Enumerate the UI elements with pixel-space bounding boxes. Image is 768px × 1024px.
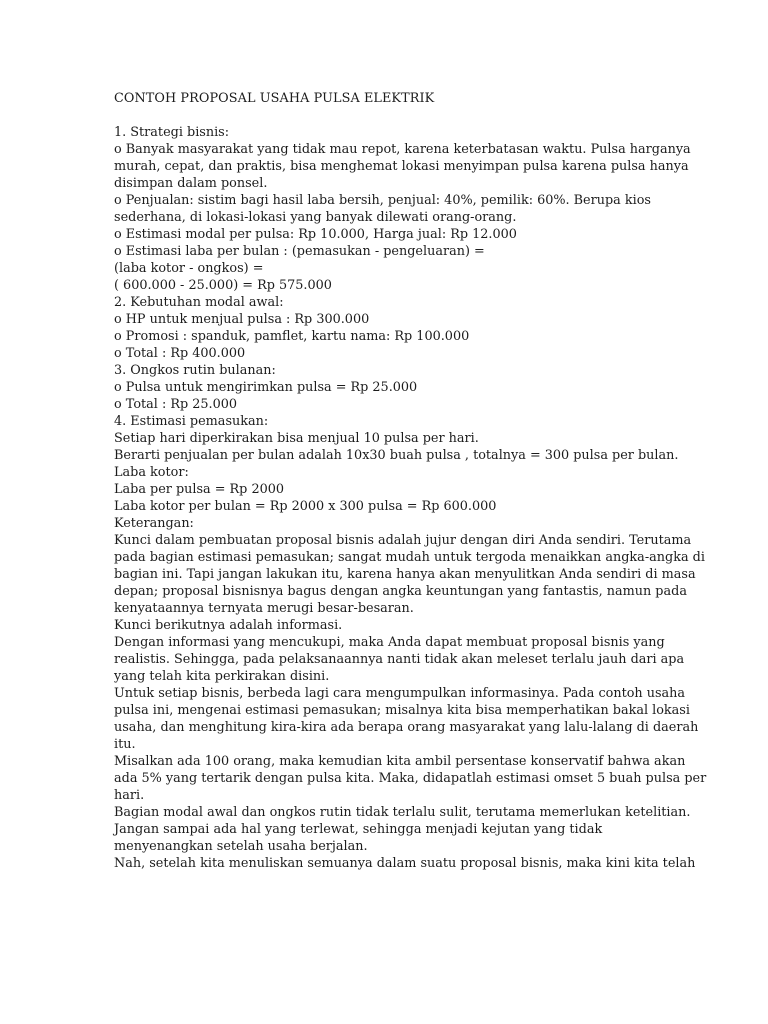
text-line: o Penjualan: sistim bagi hasil laba bersih, penjual: 40%, pemilik: 60%. Berupa kios xyxy=(114,193,651,208)
text-line: 3. Ongkos rutin bulanan: xyxy=(114,363,276,378)
text-line: Setiap hari diperkirakan bisa menjual 10 pulsa per hari. xyxy=(114,431,479,446)
text-line: Laba per pulsa = Rp 2000 xyxy=(114,482,285,497)
text-line: Berarti penjualan per bulan adalah 10x30 buah pulsa , totalnya = 300 pulsa per bulan. xyxy=(114,448,679,463)
text-line: Bagian modal awal dan ongkos rutin tidak terlalu sulit, terutama memerlukan ketelitian. xyxy=(114,805,691,820)
text-line: Dengan informasi yang mencukupi, maka Anda dapat membuat proposal bisnis yang xyxy=(114,635,665,650)
text-line: pulsa ini, mengenai estimasi pemasukan; misalnya kita bisa memperhatikan bakal lokasi xyxy=(114,703,690,718)
text-line: ( 600.000 - 25.000) = Rp 575.000 xyxy=(114,278,332,293)
text-line: Keterangan: xyxy=(114,516,194,531)
text-line: o HP untuk menjual pulsa : Rp 300.000 xyxy=(114,312,370,327)
text-line: itu. xyxy=(114,737,136,752)
text-line: o Pulsa untuk mengirimkan pulsa = Rp 25.000 xyxy=(114,380,418,395)
text-line: o Banyak masyarakat yang tidak mau repot, karena keterbatasan waktu. Pulsa harganya xyxy=(114,142,691,157)
text-line: o Total : Rp 400.000 xyxy=(114,346,246,361)
text-line: o Total : Rp 25.000 xyxy=(114,397,238,412)
text-line: disimpan dalam ponsel. xyxy=(114,176,268,191)
text-line: o Estimasi laba per bulan : (pemasukan - pengeluaran) = xyxy=(114,244,485,259)
text-line: Jangan sampai ada hal yang terlewat, sehingga menjadi kejutan yang tidak xyxy=(114,822,603,837)
text-line: 1. Strategi bisnis: xyxy=(114,125,230,140)
text-line: Laba kotor per bulan = Rp 2000 x 300 pulsa = Rp 600.000 xyxy=(114,499,497,514)
text-line: pada bagian estimasi pemasukan; sangat mudah untuk tergoda menaikkan angka-angka di xyxy=(114,550,705,565)
text-line: usaha, dan menghitung kira-kira ada berapa orang masyarakat yang lalu-lalang di daerah xyxy=(114,720,699,735)
text-line: Kunci berikutnya adalah informasi. xyxy=(114,618,343,633)
text-line: o Promosi : spanduk, pamflet, kartu nama: Rp 100.000 xyxy=(114,329,470,344)
text-line: 2. Kebutuhan modal awal: xyxy=(114,295,284,310)
text-line: o Estimasi modal per pulsa: Rp 10.000, Harga jual: Rp 12.000 xyxy=(114,227,517,242)
document-body xyxy=(114,90,707,872)
text-line: 4. Estimasi pemasukan: xyxy=(114,414,269,429)
text-line: depan; proposal bisnisnya bagus dengan angka keuntungan yang fantastis, namun pada xyxy=(114,584,687,599)
text-line: sederhana, di lokasi-lokasi yang banyak dilewati orang-orang. xyxy=(114,210,517,225)
text-line: yang telah kita perkirakan disini. xyxy=(114,669,330,684)
text-line: Nah, setelah kita menuliskan semuanya dalam suatu proposal bisnis, maka kini kita telah xyxy=(114,856,696,871)
text-line: Untuk setiap bisnis, berbeda lagi cara mengumpulkan informasinya. Pada contoh usaha xyxy=(114,686,686,701)
text-line: Laba kotor: xyxy=(114,465,189,480)
text-line: hari. xyxy=(114,788,145,803)
text-line: ada 5% yang tertarik dengan pulsa kita. Maka, didapatlah estimasi omset 5 buah pulsa per xyxy=(114,771,707,786)
text-line: murah, cepat, dan praktis, bisa menghemat lokasi menyimpan pulsa karena pulsa hanya xyxy=(114,159,689,174)
text-line: kenyataannya ternyata merugi besar-besaran. xyxy=(114,601,414,616)
text-line: bagian ini. Tapi jangan lakukan itu, karena hanya akan menyulitkan Anda sendiri di masa xyxy=(114,567,696,582)
text-line: Kunci dalam pembuatan proposal bisnis adalah jujur dengan diri Anda sendiri. Terutama xyxy=(114,533,692,548)
text-line: menyenangkan setelah usaha berjalan. xyxy=(114,839,368,854)
text-line: realistis. Sehingga, pada pelaksanaannya nanti tidak akan meleset terlalu jauh dari apa xyxy=(114,652,685,667)
document-title: CONTOH PROPOSAL USAHA PULSA ELEKTRIK xyxy=(114,91,435,106)
text-line: (laba kotor - ongkos) = xyxy=(114,261,264,276)
text-line: Misalkan ada 100 orang, maka kemudian kita ambil persentase konservatif bahwa akan xyxy=(114,754,686,769)
document-text xyxy=(114,124,707,872)
